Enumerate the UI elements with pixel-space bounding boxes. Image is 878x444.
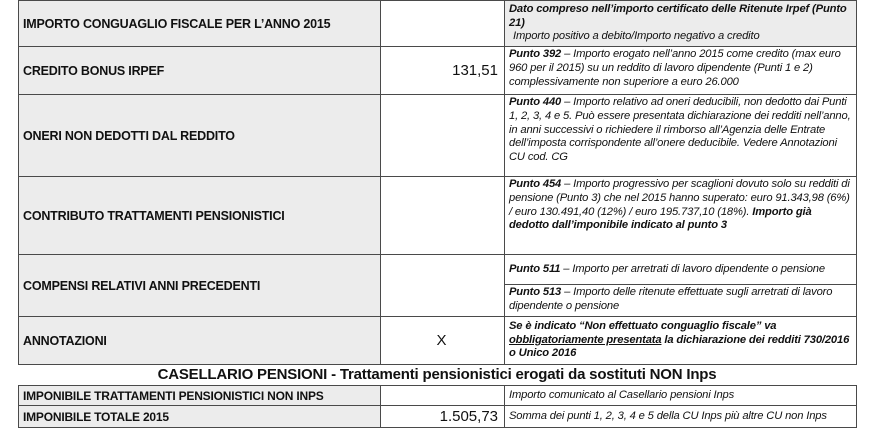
table-row [19, 95, 857, 177]
row-label-oneri: ONERI NON DEDOTTI DAL REDDITO [19, 95, 381, 177]
note-ref: Punto 454 [509, 178, 562, 190]
note-text: – Importo per arretrati di lavoro dipendente o pensione [560, 262, 825, 275]
table-row [19, 406, 857, 428]
note-ref: Punto 511 [509, 262, 561, 275]
row-value-compensi [381, 255, 505, 317]
table-row [19, 47, 857, 95]
note-line-1: Dato compreso nell’importo certificato delle Ritenute Irpef (Punto 21) [509, 2, 847, 29]
row-note-compensi-b [505, 285, 857, 317]
note-underline: obbligatoriamente presentata [509, 333, 662, 346]
row-value-imponibile-totale: 1.505,73 [381, 406, 505, 428]
row-value-imponibile-non-inps [381, 386, 505, 406]
row-note-conguaglio [505, 1, 857, 47]
note-text: – Importo progressivo per scaglioni dovuto solo su redditi di pensione (Punto 3) che nel 2015 hanno superato: euro 91.343,98 (6%) / euro 130.491,40 (12%) / euro 195.737,10 (18%). [509, 178, 850, 218]
row-note-compensi-a [505, 255, 857, 285]
table-row [19, 1, 857, 47]
document-sheet [18, 0, 856, 428]
row-label-conguaglio: IMPORTO CONGUAGLIO FISCALE PER L’ANNO 2015 [19, 1, 381, 47]
row-label-bonus-irpef: CREDITO BONUS IRPEF [19, 47, 381, 95]
table-row [19, 255, 857, 285]
row-note-contributo [505, 177, 857, 255]
note-ref: Punto 513 [509, 286, 562, 298]
note-bold: Importo già dedotto dall’imponibile indicato al punto 3 [509, 205, 812, 232]
row-value-conguaglio [381, 1, 505, 47]
row-note-oneri [505, 95, 857, 177]
row-label-imponibile-non-inps: IMPONIBILE TRATTAMENTI PENSIONISTICI NON INPS [19, 386, 381, 406]
casellario-section-title: CASELLARIO PENSIONI - Trattamenti pensionistici erogati da sostituti NON Inps [157, 366, 717, 383]
row-value-bonus-irpef: 131,51 [381, 47, 505, 95]
note-bold: Se è indicato “Non effettuato conguaglio fiscale” va [509, 319, 777, 332]
row-value-contributo [381, 177, 505, 255]
note-text: – Importo relativo ad oneri deducibili, non dedotto dai Punti 1, 2, 3, 4 e 5. Può essere presentata dichiarazione dei redditi nell’anno, in anni successivi o richiedere il rimborso all’Agenzia delle Entrate dell’imposta corrispondente all’onere deducibile. Vedere Annotazioni CU cod. CG [509, 96, 851, 164]
note-text: – Importo erogato nell’anno 2015 come credito (max euro 960 per il 2015) su un reddito di lavoro dipendente (Punti 1 e 2) complessivamente non superiore a euro 26.000 [509, 48, 841, 88]
conguaglio-table [18, 0, 857, 365]
row-label-imponibile-totale: IMPONIBILE TOTALE 2015 [19, 406, 381, 428]
note-ref: Punto 440 [509, 96, 562, 108]
row-value-oneri [381, 95, 505, 177]
row-value-annotazioni: X [381, 317, 505, 365]
row-label-compensi: COMPENSI RELATIVI ANNI PRECEDENTI [19, 255, 381, 317]
table-row [19, 317, 857, 365]
row-label-contributo: CONTRIBUTO TRATTAMENTI PENSIONISTICI [19, 177, 381, 255]
row-label-annotazioni: ANNOTAZIONI [19, 317, 381, 365]
note-line-2: Importo positivo a debito/Importo negativo a credito [513, 30, 760, 43]
note-bold: la dichiarazione dei redditi 730/2016 o Unico 2016 [509, 333, 850, 360]
row-note-imponibile-totale: Somma dei punti 1, 2, 3, 4 e 5 della CU Inps più altre CU non Inps [505, 406, 857, 428]
row-note-bonus-irpef [505, 47, 857, 95]
note-ref: Punto 392 [509, 48, 562, 60]
table-row [19, 177, 857, 255]
table-row [19, 386, 857, 406]
note-text: – Importo delle ritenute effettuate sugli arretrati di lavoro dipendente o pensione [509, 286, 833, 312]
casellario-table [18, 385, 857, 428]
row-note-annotazioni [505, 317, 857, 365]
row-note-imponibile-non-inps: Importo comunicato al Casellario pensioni Inps [505, 386, 857, 406]
